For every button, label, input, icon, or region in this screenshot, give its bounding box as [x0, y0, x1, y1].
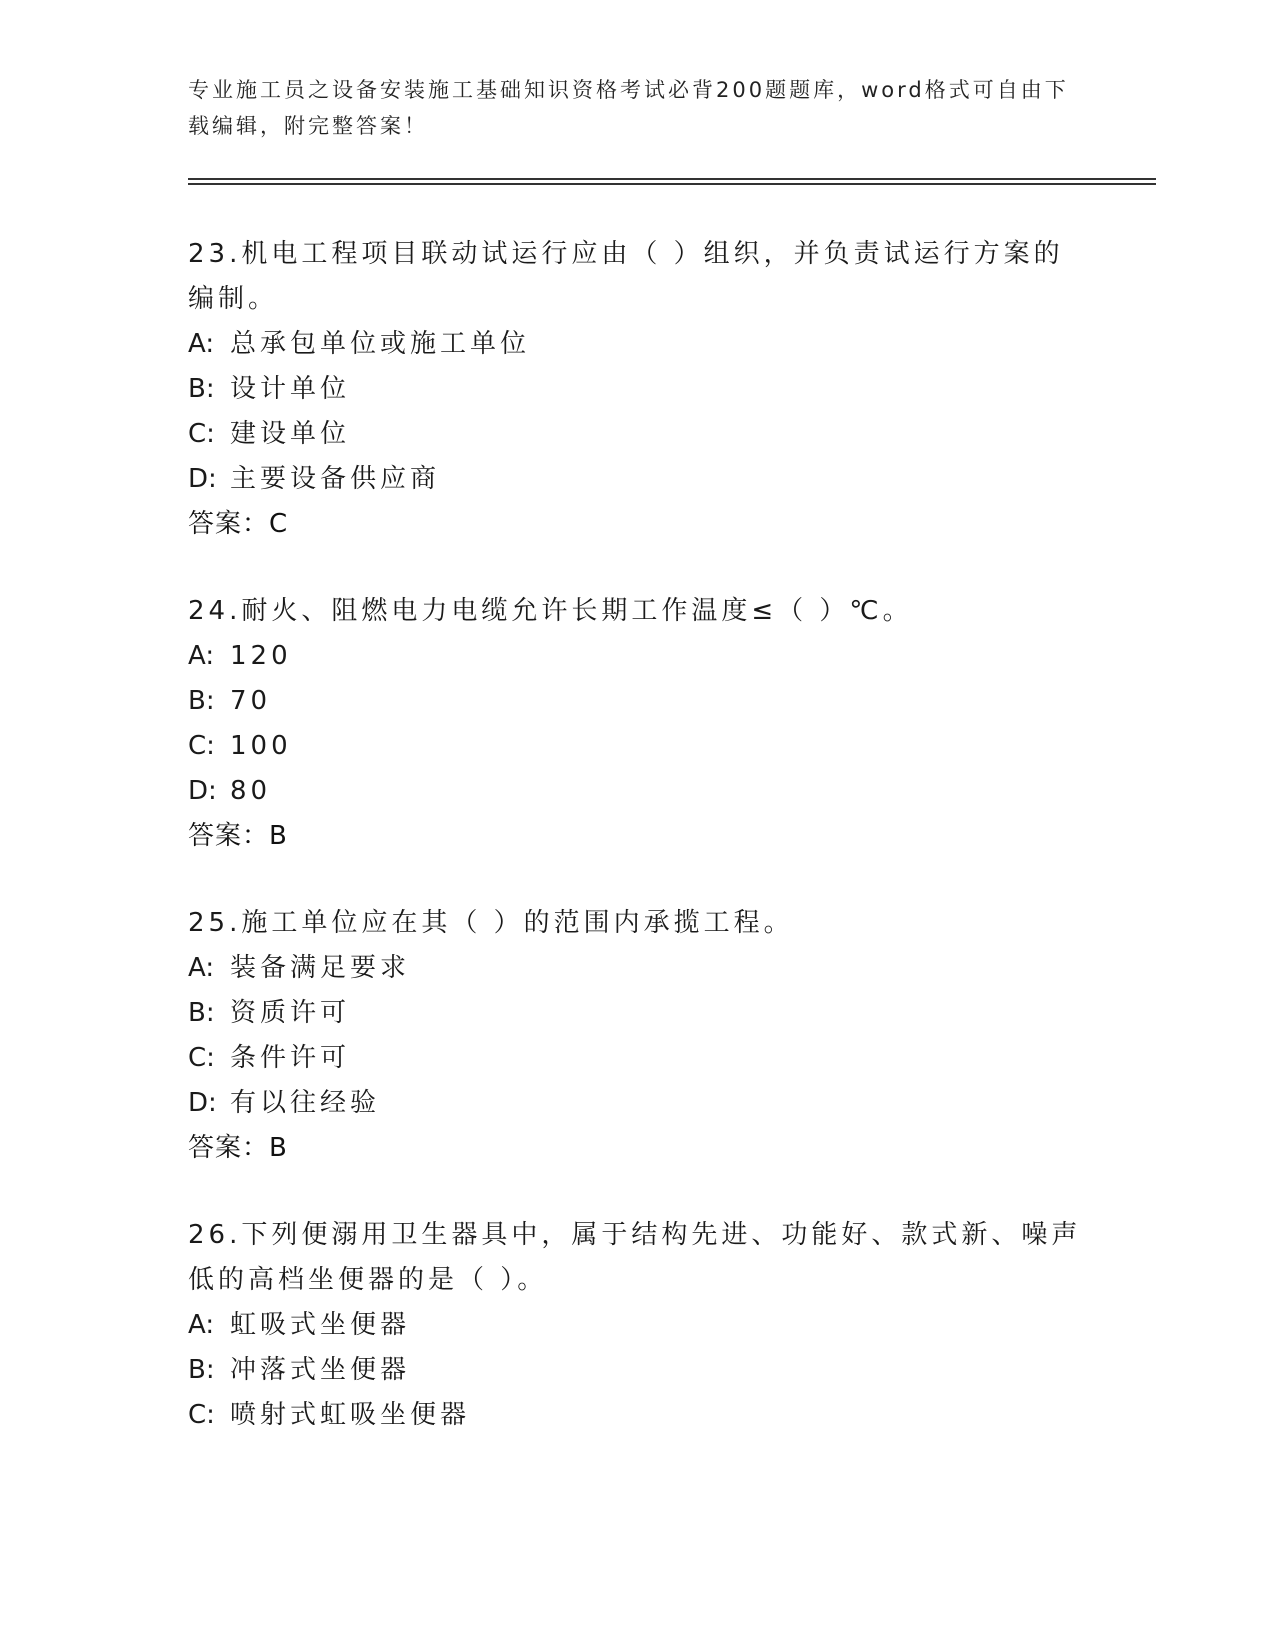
- option-d: [188, 1081, 1088, 1126]
- option-text: 冲落式坐便器: [230, 1355, 411, 1385]
- option-text: 虹吸式坐便器: [230, 1310, 411, 1340]
- option-b: [188, 367, 1088, 412]
- option-a: [188, 946, 1088, 991]
- option-text: 设计单位: [230, 374, 351, 404]
- question-stem: 26.下列便溺用卫生器具中，属于结构先进、功能好、款式新、噪声低的高档坐便器的是（ ）。: [188, 1220, 1082, 1295]
- option-text: 资质许可: [230, 998, 351, 1028]
- option-b: [188, 1348, 1088, 1393]
- option-a: [188, 322, 1088, 367]
- option-d: [188, 769, 1088, 814]
- question-block: [188, 1213, 1088, 1438]
- option-key: D:: [188, 1088, 217, 1118]
- option-text: 70: [230, 686, 272, 716]
- option-key: C:: [188, 1043, 215, 1073]
- question-block: [188, 901, 1088, 1171]
- option-key: B:: [188, 1355, 215, 1385]
- option-c: [188, 412, 1088, 457]
- option-b: [188, 679, 1088, 724]
- option-key: D:: [188, 464, 217, 494]
- option-text: 主要设备供应商: [230, 464, 441, 494]
- option-c: [188, 724, 1088, 769]
- option-b: [188, 991, 1088, 1036]
- option-key: C:: [188, 1400, 215, 1430]
- answer-line: 答案：B: [188, 821, 288, 851]
- option-d: [188, 457, 1088, 502]
- document-header: 专业施工员之设备安装施工基础知识资格考试必背200题题库，word格式可自由下载编辑，附完整答案！: [188, 78, 1069, 138]
- question-block: [188, 589, 1088, 859]
- option-text: 80: [230, 776, 272, 806]
- header-divider-line: [188, 178, 1156, 180]
- option-a: [188, 634, 1088, 679]
- option-a: [188, 1303, 1088, 1348]
- answer-line: 答案：B: [188, 1133, 288, 1163]
- header-divider-line-thin: [188, 183, 1156, 185]
- option-key: A:: [188, 641, 215, 671]
- option-key: B:: [188, 998, 215, 1028]
- option-text: 总承包单位或施工单位: [230, 329, 531, 359]
- question-list: [188, 232, 1088, 1480]
- answer-line: 答案：C: [188, 509, 289, 539]
- option-key: A:: [188, 1310, 215, 1340]
- option-text: 装备满足要求: [230, 953, 411, 983]
- question-block: [188, 232, 1088, 547]
- option-text: 条件许可: [230, 1043, 351, 1073]
- option-key: A:: [188, 953, 215, 983]
- option-c: [188, 1393, 1088, 1438]
- option-c: [188, 1036, 1088, 1081]
- option-key: B:: [188, 374, 215, 404]
- option-text: 喷射式虹吸坐便器: [230, 1400, 471, 1430]
- option-text: 建设单位: [230, 419, 351, 449]
- option-key: B:: [188, 686, 215, 716]
- option-text: 有以往经验: [230, 1088, 381, 1118]
- option-text: 120: [230, 641, 292, 671]
- option-text: 100: [230, 731, 292, 761]
- question-stem: 25.施工单位应在其（ ）的范围内承揽工程。: [188, 908, 794, 938]
- question-stem: 23.机电工程项目联动试运行应由（ ）组织，并负责试运行方案的编制。: [188, 239, 1064, 314]
- option-key: A:: [188, 329, 215, 359]
- option-key: C:: [188, 419, 215, 449]
- option-key: D:: [188, 776, 217, 806]
- option-key: C:: [188, 731, 215, 761]
- question-stem: 24.耐火、阻燃电力电缆允许长期工作温度≤（ ）℃。: [188, 596, 913, 626]
